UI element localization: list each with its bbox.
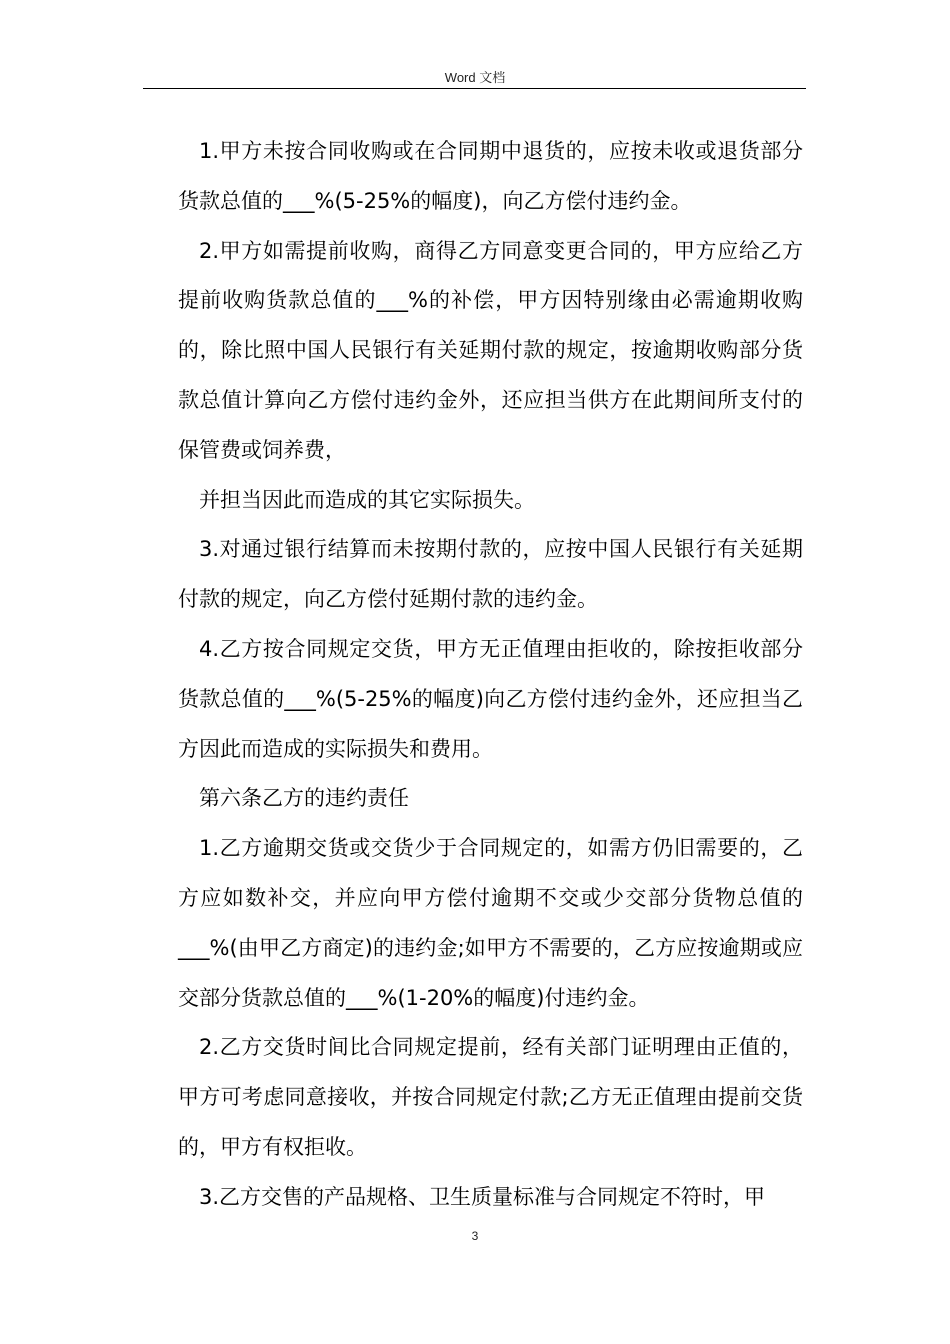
paragraph: 1.乙方逾期交货或交货少于合同规定的，如需方仍旧需要的，乙方应如数补交，并应向甲方偿付逾期不交或少交部分货物总值的___%(由甲乙方商定)的违约金;如甲方不需要的，乙方应按逾期或应交部分货款总值的___%(1-20%的幅度)付违约金。: [178, 836, 803, 1010]
paragraph: 2.乙方交货时间比合同规定提前，经有关部门证明理由正值的，甲方可考虑同意接收，并按合同规定付款;乙方无正值理由提前交货的，甲方有权拒收。: [178, 1035, 803, 1159]
header-title: Word 文档: [444, 70, 506, 85]
section-heading: 第六条乙方的违约责任: [199, 786, 409, 811]
paragraph: 3.乙方交售的产品规格、卫生质量标准与合同规定不符时，甲: [199, 1184, 766, 1209]
paragraph: 2.甲方如需提前收购，商得乙方同意变更合同的，甲方应给乙方提前收购货款总值的___%的补偿，甲方因特别缘由必需逾期收购的，除比照中国人民银行有关延期付款的规定，按逾期收购部分货款总值计算向乙方偿付违约金外，还应担当供方在此期间所支付的保管费或饲养费，: [178, 238, 803, 462]
page-number: 3: [471, 1229, 479, 1243]
paragraph: 4.乙方按合同规定交货，甲方无正值理由拒收的，除按拒收部分货款总值的___%(5-25%的幅度)向乙方偿付违约金外，还应担当乙方因此而造成的实际损失和费用。: [178, 636, 803, 761]
paragraph: 3.对通过银行结算而未按期付款的，应按中国人民银行有关延期付款的规定，向乙方偿付延期付款的违约金。: [178, 537, 803, 612]
document-body: [178, 127, 803, 1223]
paragraph: 1.甲方未按合同收购或在合同期中退货的，应按未收或退货部分货款总值的___%(5-25%的幅度)，向乙方偿付违约金。: [178, 139, 803, 213]
header-divider: [143, 88, 806, 89]
paragraph: 并担当因此而造成的其它实际损失。: [199, 487, 535, 512]
